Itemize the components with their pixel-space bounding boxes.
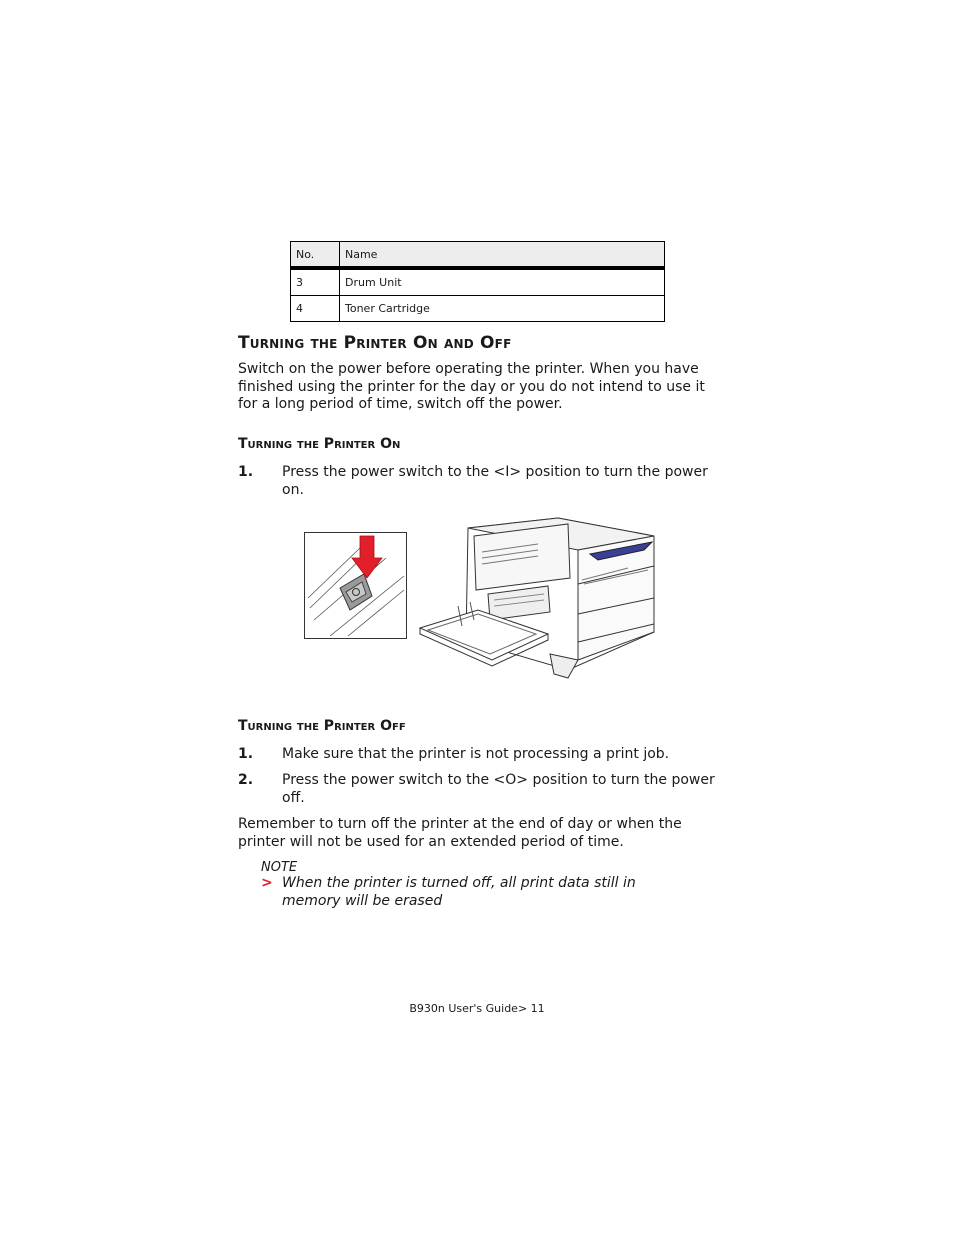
table-cell: Drum Unit [340, 268, 665, 296]
table-cell: Toner Cartridge [340, 296, 665, 322]
subheading-off: Turning the Printer Off [238, 718, 406, 734]
power-switch-illustration [300, 528, 412, 643]
column-header-name: Name [340, 242, 665, 269]
step-text: Press the power switch to the <O> position to turn the power off. [282, 772, 715, 806]
table-row [291, 296, 665, 322]
note-marker: > [261, 875, 273, 891]
section-heading: Turning the Printer On and Off [238, 333, 512, 353]
intro-paragraph: Switch on the power before operating the printer. When you have finished using the printer for the day or you do not intend to use it for a long period of time, switch off the power. [238, 361, 705, 412]
table-header-row [291, 242, 665, 269]
step-number: 1. [238, 746, 254, 762]
step-number: 2. [238, 772, 254, 788]
table-cell: 3 [291, 268, 340, 296]
step-text: Press the power switch to the <I> position to turn the power on. [282, 464, 708, 498]
step-text: Make sure that the printer is not processing a print job. [282, 746, 670, 762]
note-label: NOTE [261, 860, 298, 875]
step-number: 1. [238, 464, 254, 480]
subheading-on: Turning the Printer On [238, 436, 401, 452]
parts-table [290, 241, 665, 322]
remark-paragraph: Remember to turn off the printer at the end of day or when the printer will not be used for an extended period of time. [238, 816, 682, 850]
table-row [291, 268, 665, 296]
page-footer: B930n User's Guide> 11 [409, 1002, 545, 1015]
column-header-no: No. [291, 242, 340, 269]
table-cell: 4 [291, 296, 340, 322]
note-text: When the printer is turned off, all print data still in memory will be erased [282, 875, 636, 909]
printer-illustration [418, 514, 658, 684]
